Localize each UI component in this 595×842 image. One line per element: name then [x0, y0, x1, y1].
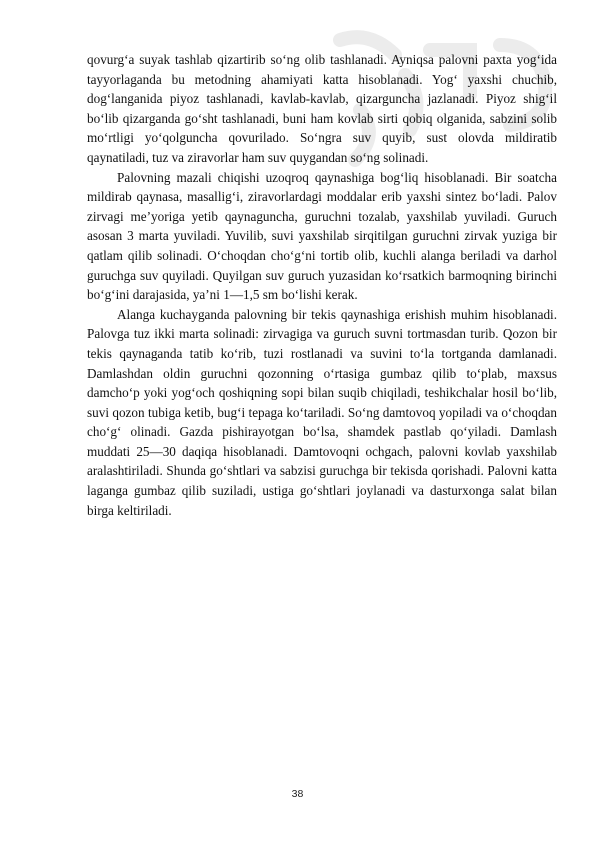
document-body	[87, 50, 557, 520]
page-number: 38	[291, 788, 304, 800]
paragraph: qovurg‘a suyak tashlab qizartirib so‘ng olib tashlanadi. Ayniqsa palovni paxta yog‘ida tayyorlaganda bu metodning ahamiyati katta hisoblanadi. Yog‘ yaxshi chuchib, dog‘langanida piyoz tashlanadi, kavlab-kavlab, qizarguncha jazlanadi. Piyoz shig‘il bo‘lib qizarganda go‘sht tashlanadi, buni ham kovlab sirti qobiq olganida, sabzini solib mo‘rtligi yo‘qolguncha qovuriladо. So‘ngra suv quyib, sust olovda mildiratib qaynatiladi, tuz va ziravorlar ham suv quygandan so‘ng solinadi.	[87, 52, 557, 165]
paragraph: Alanga kuchayganda palovning bir tekis qaynashiga erishish muhim hisoblanadi. Palovga tuz ikki marta solinadi: zirvagiga va guruch suvni tortmasdan turib. Qozon bir tekis qaynaganda tatib ko‘rib, tuzi rostlanadi va suvini to‘la tortganda damlanadi. Damlashdan oldin guruchni qozonning o‘rtasiga gumbaz qilib to‘plab, maxsus damcho‘p yoki yog‘och qoshiqning sopi bilan suqib chiqiladi, teshikchalar hosil bo‘lib, suvi qozon tubiga ketib, bug‘i tepaga ko‘tariladi. So‘ng damtovoq yopiladi va o‘choqdan cho‘g‘ olinadi. Gazda pishirayotgan bo‘lsa, shamdek pastlab qo‘yiladi. Damlash muddati 25—30 daqiqa hisoblanadi. Damtovoqni ochgach, palovni kovlab yaxshilab aralashtiriladi. Shunda go‘shtlari va sabzisi guruchga bir tekisda qorishadi. Palovni katta laganga gumbaz qilib suziladi, ustiga go‘shtlari joylanadi va dasturxonga salat bilan birga keltiriladi.	[87, 306, 557, 518]
paragraph: Palovning mazali chiqishi uzoqroq qaynashiga bog‘liq hisoblanadi. Bir soatcha mildirab qaynasa, masallig‘i, ziravorlardagi moddalar erib yaxshi sintez bo‘ladi. Palov zirvagi me’yoriga yetib qaynaguncha, guruchni tozalab, yaxshilab yuviladi. Guruch asosan 3 marta yuviladi. Yuvilib, suvi yaxshilab sirqitilgan guruchni zirvak yuziga bir qatlam qilib solinadi. O‘choqdan cho‘g‘ni tortib olib, kuchli alanga beriladi va darhol guruchga suv quyiladi. Quyilgan suv guruch yuzasidan ko‘rsatkich barmoqning birinchi bo‘g‘ini darajasida, ya’ni 1—1,5 sm bo‘lishi kerak.	[87, 169, 557, 303]
